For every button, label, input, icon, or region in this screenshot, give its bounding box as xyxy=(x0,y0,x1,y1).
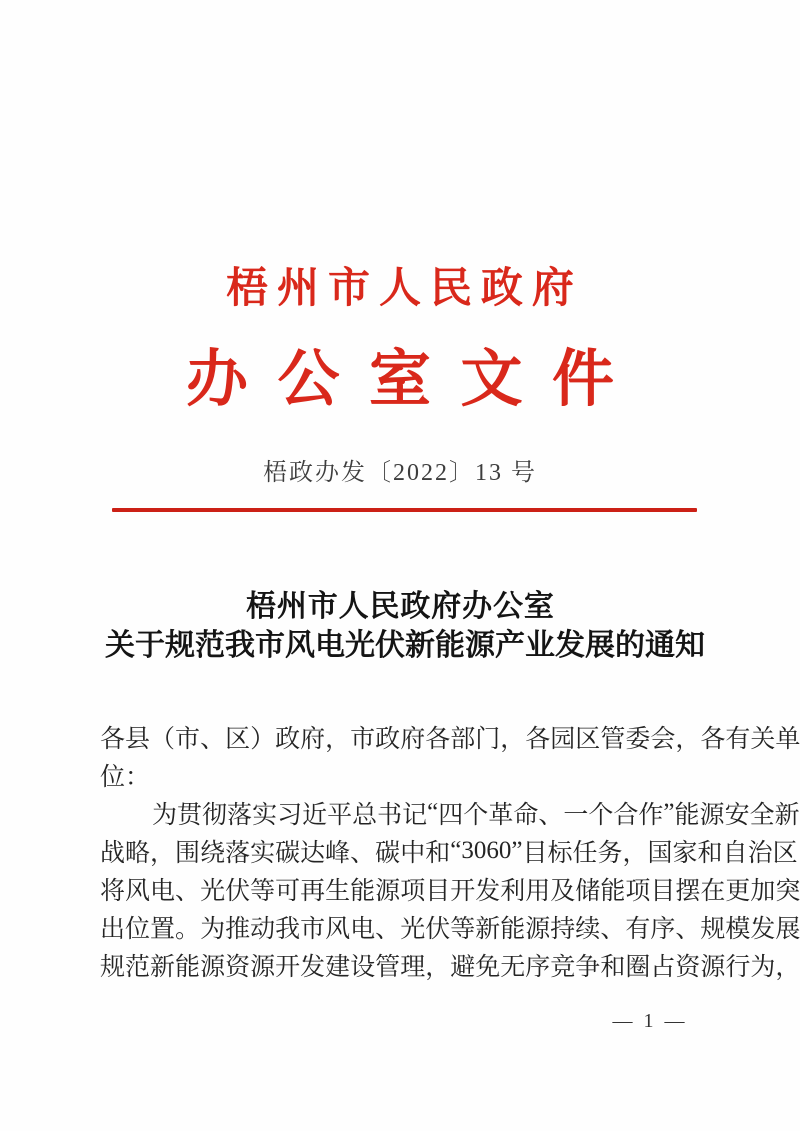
body-line: 战 略 ， 围 绕 落 实 碳 达 峰 、 碳 中 和 “ 3060 ” 目 标 任 务 ， 国 家 和 自 治 区 xyxy=(100,837,798,867)
document-title-line2: 关 于 规 范 我 市 风 电 光 伏 新 能 源 产 业 发 展 的 通 知 xyxy=(105,629,705,662)
document-title-line1: 梧 州 市 人 民 政 府 办 公 室 xyxy=(246,590,554,623)
letterhead-org-name: 梧 州 市 人 民 政 府 xyxy=(226,266,574,312)
red-divider-rule xyxy=(112,508,697,512)
body-line: 出 位 置 。 为 推 动 我 市 风 电 、 光 伏 等 新 能 源 持 续 、 有 序 、 规 模 发 展 xyxy=(100,916,800,943)
body-line: 为 贯 彻 落 实 习 近 平 总 书 记 “ 四 个 革 命 、 一 个 合 作 ” 能 源 安 全 新 xyxy=(152,799,800,829)
body-line: 将 风 电 、 光 伏 等 可 再 生 能 源 项 目 开 发 利 用 及 储 能 项 目 摆 在 更 加 突 xyxy=(100,878,800,905)
body xyxy=(100,718,800,984)
page-number: — 1 — xyxy=(612,1010,688,1032)
letterhead-office-document: 办 公 室 文 件 xyxy=(186,346,614,414)
body-line: 各 县 （ 市 、 区 ） 政 府 ， 市 政 府 各 部 门 ， 各 园 区 管 委 会 ， 各 有 关 单 xyxy=(100,726,800,753)
body-line: 位： xyxy=(100,764,151,791)
body-line: 规 范 新 能 源 资 源 开 发 建 设 管 理 ， 避 免 无 序 竞 争 和 圈 占 资 源 行 为 ， xyxy=(100,954,800,981)
document-number: 梧政办发〔2022〕13 号 xyxy=(263,460,537,486)
